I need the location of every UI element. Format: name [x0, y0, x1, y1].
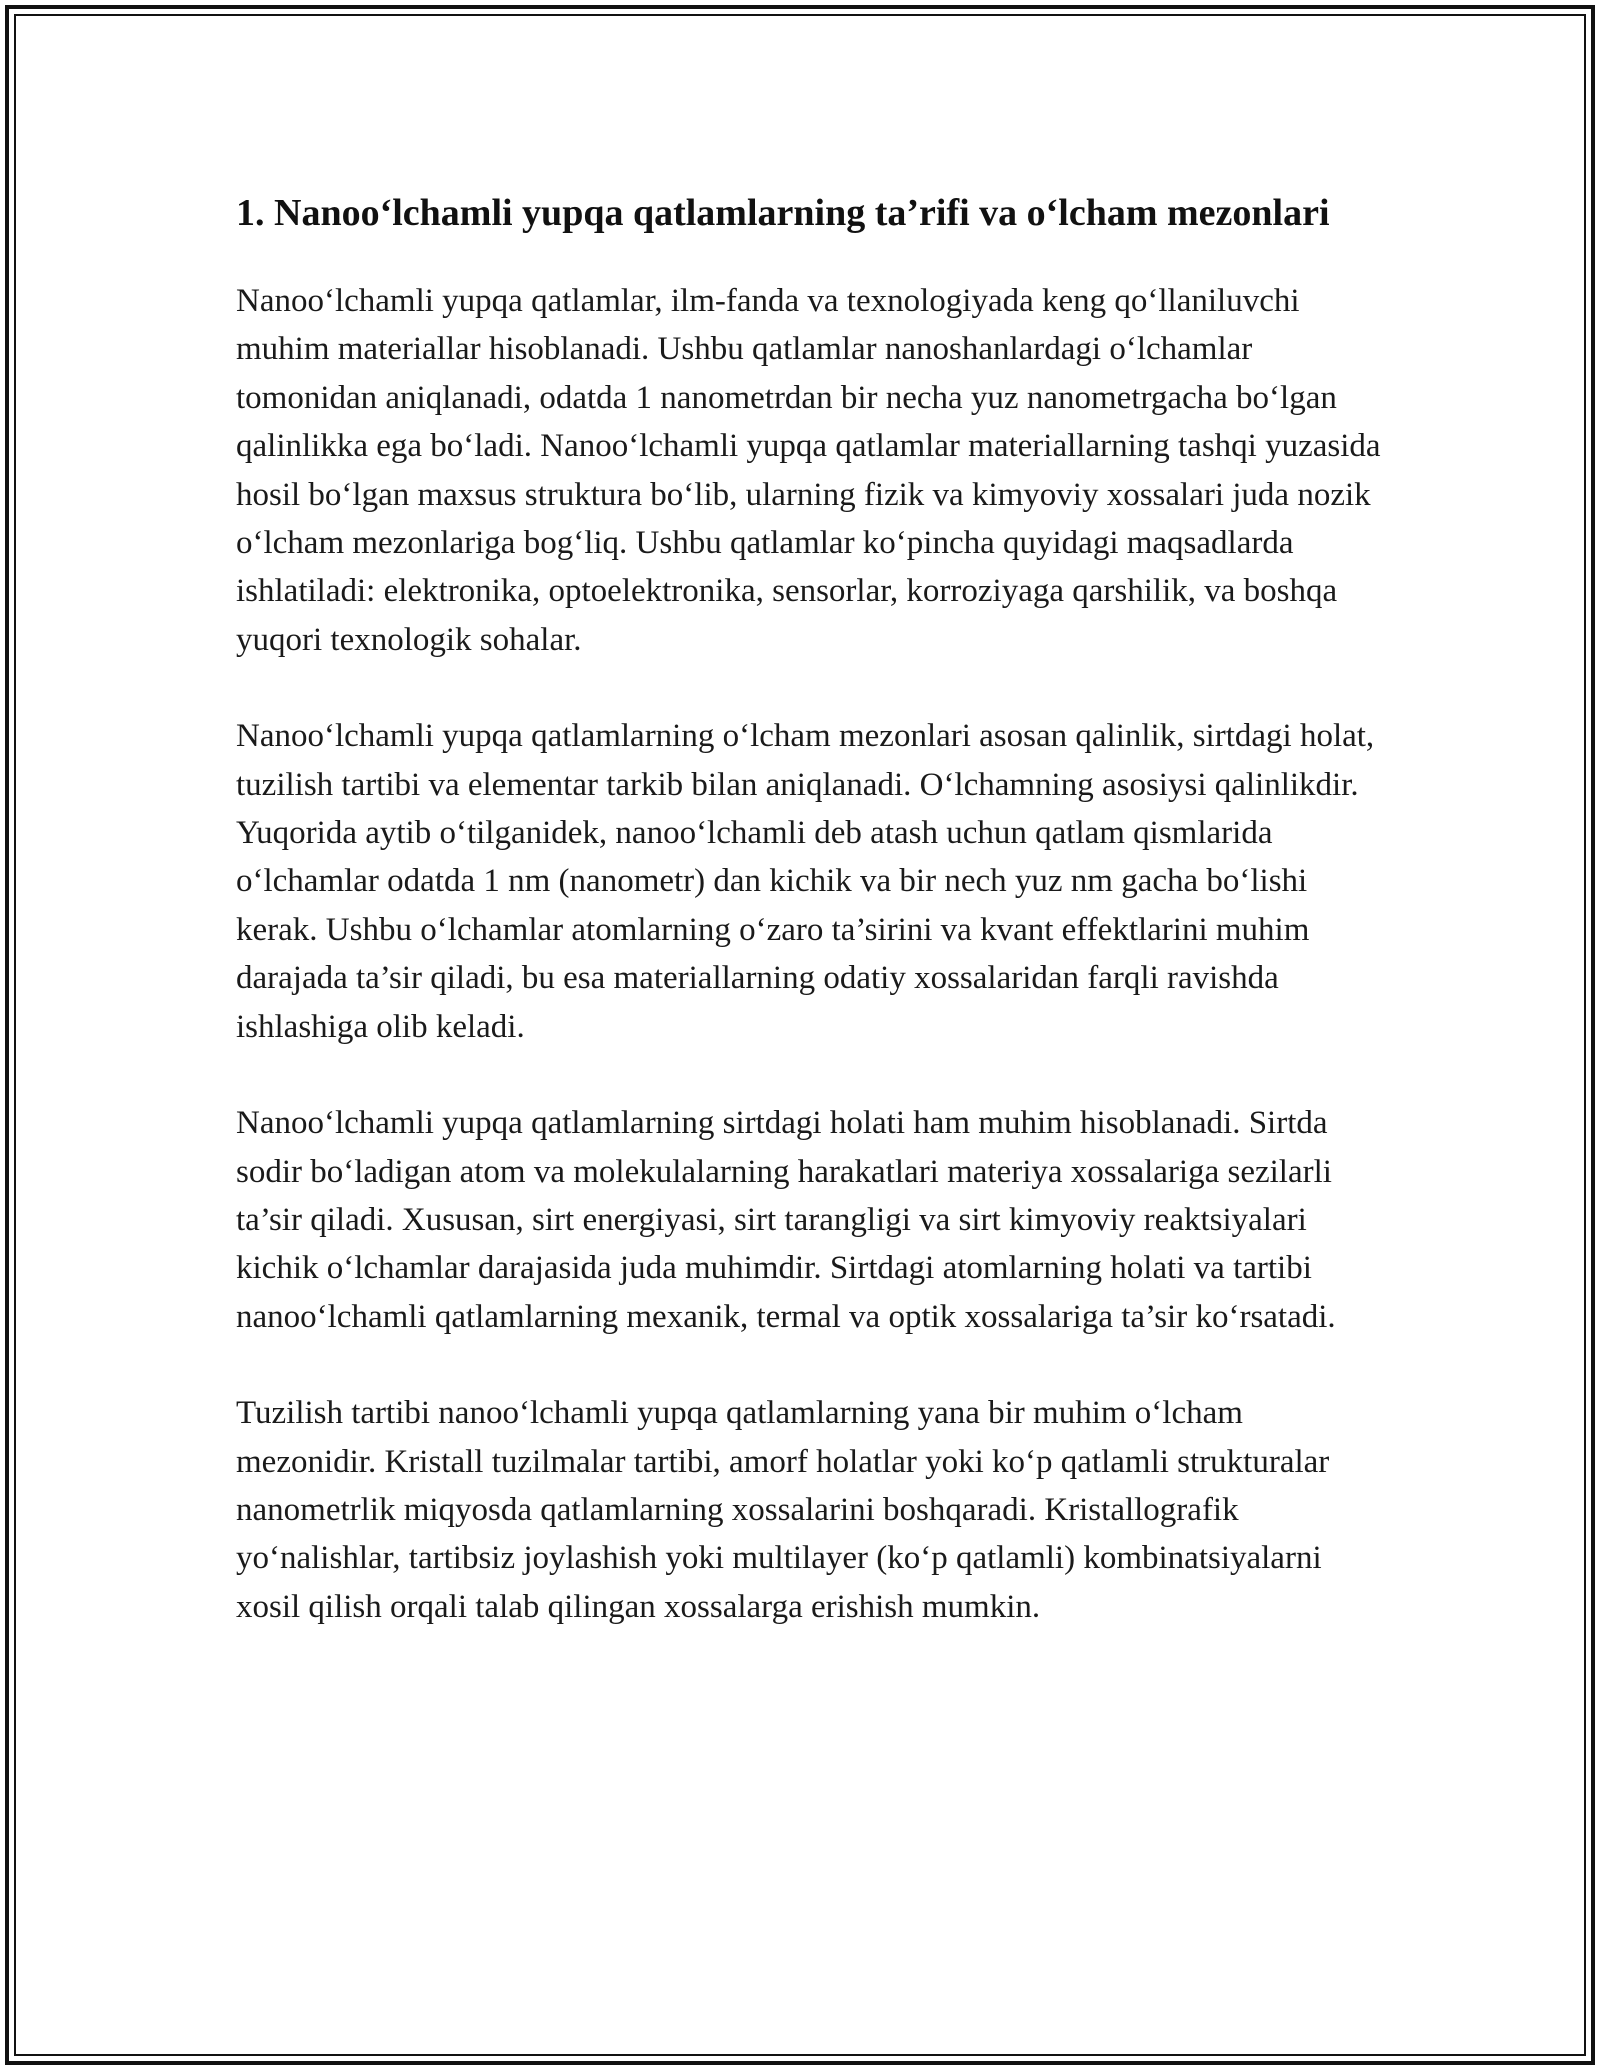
paragraph-4: Tuzilish tartibi nanoo‘lchamli yupqa qatlamlarning yana bir muhim o‘lcham mezonidir. Kristall tuzilmalar tartibi, amorf holatlar yoki ko‘p qatlamli strukturalar nanometrlik miqyosda qatlamlarning xossalarini boshqaradi. Kristallografik yo‘nalishlar, tartibsiz joylashish yoki multilayer (ko‘p qatlamli) kombinatsiyalarni xosil qilish orqali talab qilingan xossalarga erishish mumkin. — [236, 1395, 1330, 1625]
document-body — [236, 186, 1386, 1679]
paragraph-2: Nanoo‘lchamli yupqa qatlamlarning o‘lcham mezonlari asosan qalinlik, sirtdagi holat, tuzilish tartibi va elementar tarkib bilan aniqlanadi. O‘lchamning asosiysi qalinlikdir. Yuqorida aytib o‘tilganidek, nanoo‘lchamli deb atash uchun qatlam qismlarida o‘lchamlar odatda 1 nm (nanometr) dan kichik va bir nech yuz nm gacha bo‘lishi kerak. Ushbu o‘lchamlar atomlarning o‘zaro ta’sirini va kvant effektlarini muhim darajada ta’sir qiladi, bu esa materiallarning odatiy xossalaridan farqli ravishda ishlashiga olib keladi. — [236, 718, 1375, 1045]
paragraph-1: Nanoo‘lchamli yupqa qatlamlar, ilm-fanda va texnologiyada keng qo‘llaniluvchi muhim materiallar hisoblanadi. Ushbu qatlamlar nanoshanlardagi o‘lchamlar tomonidan aniqlanadi, odatda 1 nanometrdan bir necha yuz nanometrgacha bo‘lgan qalinlikka ega bo‘ladi. Nanoo‘lchamli yupqa qatlamlar materiallarning tashqi yuzasida hosil bo‘lgan maxsus struktura bo‘lib, ularning fizik va kimyoviy xossalari juda nozik o‘lcham mezonlariga bog‘liq. Ushbu qatlamlar ko‘pincha quyidagi maqsadlarda ishlatiladi: elektronika, optoelektronika, sensorlar, korroziyaga qarshilik, va boshqa yuqori texnologik sohalar. — [236, 283, 1381, 658]
paragraph-3: Nanoo‘lchamli yupqa qatlamlarning sirtdagi holati ham muhim hisoblanadi. Sirtda sodir bo‘ladigan atom va molekulalarning harakatlari materiya xossalariga sezilarli ta’sir qiladi. Xususan, sirt energiyasi, sirt tarangligi va sirt kimyoviy reaktsiyalari kichik o‘lchamlar darajasida juda muhimdir. Sirtdagi atomlarning holati va tartibi nanoo‘lchamli qatlamlarning mexanik, termal va optik xossalariga ta’sir ko‘rsatadi. — [236, 1105, 1336, 1335]
section-heading: 1. Nanoo‘lchamli yupqa qatlamlarning ta’rifi va o‘lcham mezonlari — [236, 192, 1330, 234]
